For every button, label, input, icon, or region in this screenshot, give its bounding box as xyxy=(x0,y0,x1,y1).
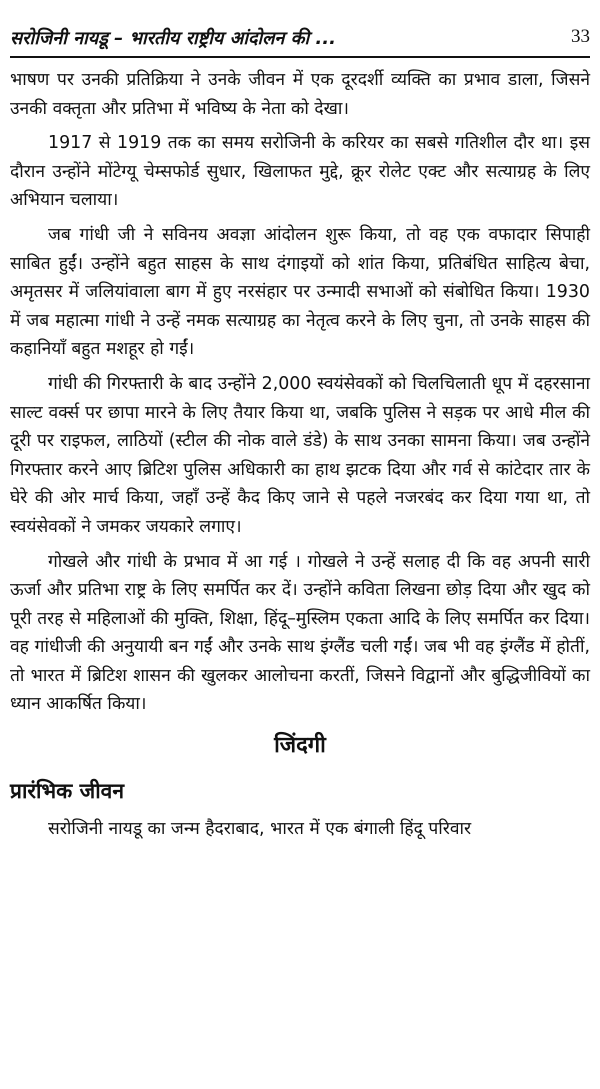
paragraph-salt-works-raid: गांधी की गिरफ्तारी के बाद उन्होंने 2,000 स्वयंसेवकों को चिलचिलाती धूप में दहरसाना साल्ट वर्क्स पर छापा मारने के लिए तैयार किया था, जबकि पुलिस ने सड़क पर आधे मील की दूरी पर राइफल, लाठियों (स्टील की नोक वाले डंडे) के साथ उनका सामना किया। जब उन्होंने गिरफ्तार करने आए ब्रिटिश पुलिस अधिकारी का हाथ झटक दिया और गर्व से कांटेदार तार के घेरे की ओर मार्च किया, जहाँ उन्हें कैद किए जाने से पहले नजरबंद कर दिया गया था, तो स्वयंसेवकों ने जमकर जयकारे लगाए। xyxy=(10,373,590,537)
paragraph-gokhale-gandhi: गोखले और गांधी के प्रभाव में आ गई । गोखले ने उन्हें सलाह दी कि वह अपनी सारी ऊर्जा और प्रतिभा राष्ट्र के लिए समर्पित कर दें। उन्होंने कविता लिखना छोड़ दिया और खुद को पूरी तरह से महिलाओं की मुक्ति, शिक्षा, हिंदू–मुस्लिम एकता आदि के लिए समर्पित कर दिया। वह गांधीजी की अनुयायी बन गईं और उनके साथ इंग्लैंड चली गईं। जब भी वह इंग्लैंड में होतीं, तो भारत में ब्रिटिश शासन की खुलकर आलोचना करतीं, जिसने विद्वानों और बुद्धिजीवियों का ध्यान आकर्षित किया। xyxy=(10,551,590,715)
page-number: 33 xyxy=(571,26,590,47)
section-heading: जिंदगी xyxy=(274,733,326,759)
paragraph-continuation: भाषण पर उनकी प्रतिक्रिया ने उनके जीवन में एक दूरदर्शी व्यक्ति का प्रभाव डाला, जिसने उनकी वक्तृता और प्रतिभा में भविष्य के नेता को देखा। xyxy=(10,70,590,119)
paragraph-campaigns: 1917 से 1919 तक का समय सरोजिनी के करियर का सबसे गतिशील दौर था। इस दौरान उन्होंने मोंटेग्यू चेम्सफोर्ड सुधार, खिलाफत मुद्दे, क्रूर रोलेट एक्ट और सत्याग्रह के लिए अभियान चलाया। xyxy=(10,133,590,211)
running-title: सरोजिनी नायडू – भारतीय राष्ट्रीय आंदोलन की ... xyxy=(10,28,336,49)
paragraph-early-life: सरोजिनी नायडू का जन्म हैदराबाद, भारत में एक बंगाली हिंदू परिवार xyxy=(48,819,472,840)
paragraph-civil-disobedience: जब गांधी जी ने सविनय अवज्ञा आंदोलन शुरू किया, तो वह एक वफादार सिपाही साबित हुईं। उन्होंने बहुत साहस के साथ दंगाइयों को शांत किया, प्रतिबंधित साहित्य बेचा, अमृतसर में जलियांवाला बाग में हुए नरसंहार पर उन्मादी सभाओं को संबोधित किया। 1930 में जब महात्मा गांधी ने उन्हें नमक सत्याग्रह का नेतृत्व करने के लिए चुना, तो उनके साहस की कहानियाँ बहुत मशहूर हो गईं। xyxy=(10,224,590,360)
sub-heading: प्रारंभिक जीवन xyxy=(10,779,124,804)
running-header xyxy=(10,22,590,58)
